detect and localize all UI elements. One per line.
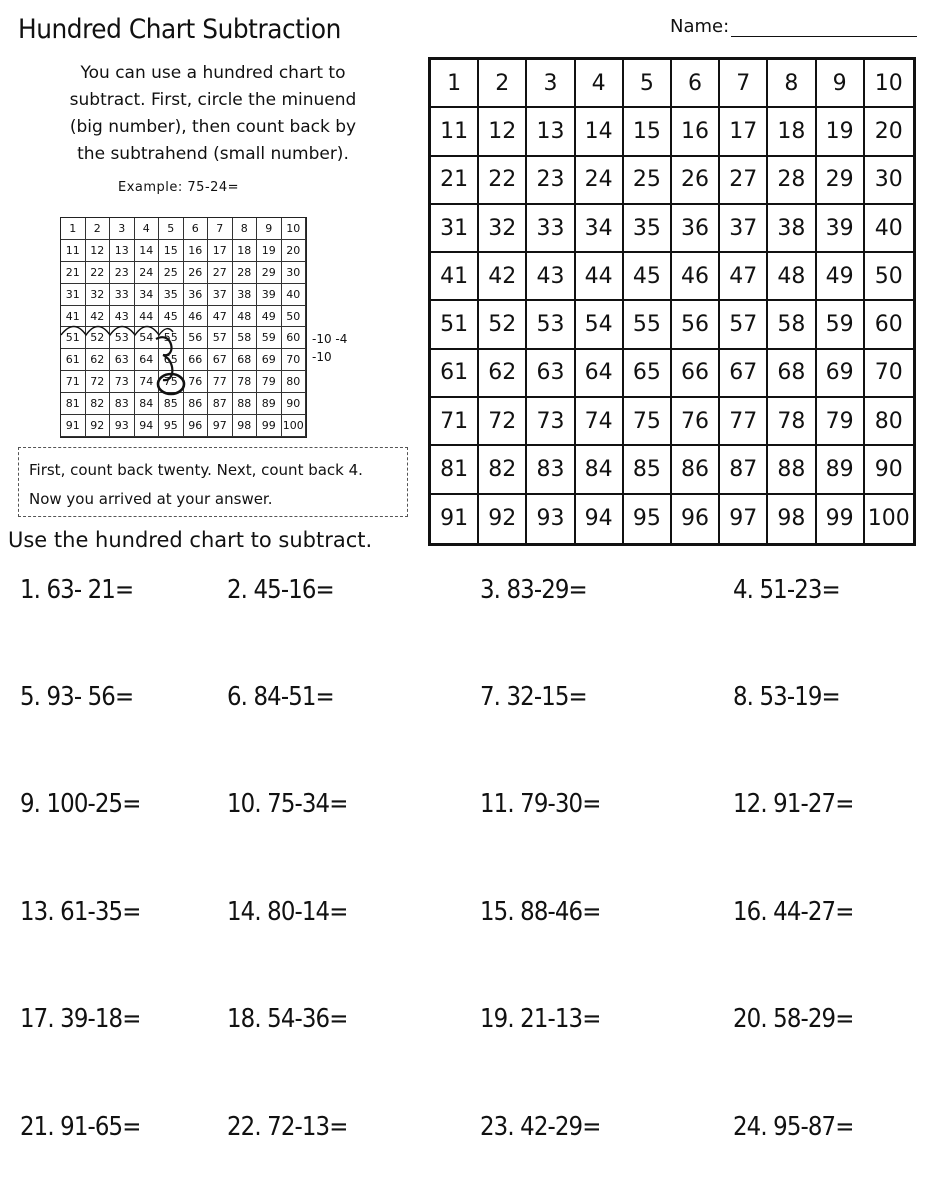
chart-cell-16: 16 (672, 108, 720, 156)
chart-cell-52: 52 (479, 301, 527, 349)
chart-cell-43: 43 (527, 253, 575, 301)
chart-cell-66: 66 (184, 349, 209, 371)
chart-cell-72: 72 (86, 371, 111, 393)
chart-cell-84: 84 (135, 393, 160, 415)
chart-cell-8: 8 (768, 60, 816, 108)
chart-cell-91: 91 (61, 415, 86, 437)
chart-cell-92: 92 (86, 415, 111, 437)
chart-cell-85: 85 (159, 393, 184, 415)
chart-cell-75: 75 (159, 371, 184, 393)
chart-cell-55: 55 (624, 301, 672, 349)
chart-cell-95: 95 (159, 415, 184, 437)
chart-cell-18: 18 (233, 240, 258, 262)
chart-cell-40: 40 (865, 205, 913, 253)
chart-cell-43: 43 (110, 306, 135, 328)
chart-cell-42: 42 (86, 306, 111, 328)
chart-cell-94: 94 (135, 415, 160, 437)
problem-4: 4. 51-23= (733, 575, 840, 605)
chart-cell-67: 67 (208, 349, 233, 371)
chart-cell-96: 96 (672, 495, 720, 543)
chart-cell-47: 47 (720, 253, 768, 301)
problem-list (0, 575, 927, 1185)
chart-cell-81: 81 (61, 393, 86, 415)
chart-cell-73: 73 (527, 398, 575, 446)
annotation-minus-ten: -10 (312, 350, 332, 364)
chart-cell-30: 30 (865, 157, 913, 205)
chart-cell-54: 54 (576, 301, 624, 349)
chart-cell-25: 25 (624, 157, 672, 205)
chart-cell-4: 4 (135, 218, 160, 240)
chart-cell-60: 60 (865, 301, 913, 349)
chart-cell-37: 37 (208, 284, 233, 306)
chart-cell-58: 58 (233, 327, 258, 349)
problem-13: 13. 61-35= (20, 897, 141, 927)
chart-cell-71: 71 (431, 398, 479, 446)
chart-cell-66: 66 (672, 350, 720, 398)
chart-cell-42: 42 (479, 253, 527, 301)
chart-cell-5: 5 (159, 218, 184, 240)
chart-cell-65: 65 (624, 350, 672, 398)
chart-cell-70: 70 (282, 349, 307, 371)
problem-3: 3. 83-29= (480, 575, 587, 605)
chart-cell-87: 87 (720, 446, 768, 494)
chart-cell-15: 15 (159, 240, 184, 262)
page-title: Hundred Chart Subtraction (18, 14, 341, 45)
name-line[interactable] (731, 16, 917, 37)
chart-cell-45: 45 (159, 306, 184, 328)
chart-cell-62: 62 (86, 349, 111, 371)
problem-5: 5. 93- 56= (20, 682, 134, 712)
chart-cell-63: 63 (527, 350, 575, 398)
chart-cell-93: 93 (110, 415, 135, 437)
chart-cell-10: 10 (865, 60, 913, 108)
chart-cell-99: 99 (257, 415, 282, 437)
chart-cell-63: 63 (110, 349, 135, 371)
chart-cell-74: 74 (576, 398, 624, 446)
chart-cell-14: 14 (576, 108, 624, 156)
chart-cell-40: 40 (282, 284, 307, 306)
problem-18: 18. 54-36= (227, 1004, 348, 1034)
chart-cell-9: 9 (817, 60, 865, 108)
chart-cell-88: 88 (768, 446, 816, 494)
chart-cell-83: 83 (527, 446, 575, 494)
chart-cell-65: 65 (159, 349, 184, 371)
chart-cell-70: 70 (865, 350, 913, 398)
chart-cell-72: 72 (479, 398, 527, 446)
chart-cell-61: 61 (431, 350, 479, 398)
chart-cell-69: 69 (257, 349, 282, 371)
chart-cell-34: 34 (135, 284, 160, 306)
example-label: Example: 75-24= (118, 180, 240, 195)
chart-cell-6: 6 (672, 60, 720, 108)
problem-7: 7. 32-15= (480, 682, 587, 712)
chart-cell-33: 33 (527, 205, 575, 253)
chart-cell-12: 12 (86, 240, 111, 262)
chart-cell-86: 86 (184, 393, 209, 415)
chart-cell-26: 26 (672, 157, 720, 205)
chart-cell-68: 68 (233, 349, 258, 371)
chart-cell-1: 1 (431, 60, 479, 108)
chart-cell-57: 57 (720, 301, 768, 349)
chart-cell-23: 23 (527, 157, 575, 205)
chart-cell-34: 34 (576, 205, 624, 253)
problem-22: 22. 72-13= (227, 1112, 348, 1142)
chart-cell-38: 38 (233, 284, 258, 306)
chart-cell-20: 20 (282, 240, 307, 262)
problem-11: 11. 79-30= (480, 789, 601, 819)
chart-cell-56: 56 (184, 327, 209, 349)
chart-cell-2: 2 (479, 60, 527, 108)
example-arrows-annotation (55, 310, 205, 400)
chart-cell-9: 9 (257, 218, 282, 240)
chart-cell-13: 13 (527, 108, 575, 156)
chart-cell-79: 79 (257, 371, 282, 393)
chart-cell-33: 33 (110, 284, 135, 306)
chart-cell-7: 7 (720, 60, 768, 108)
chart-cell-27: 27 (720, 157, 768, 205)
chart-cell-41: 41 (61, 306, 86, 328)
chart-cell-52: 52 (86, 327, 111, 349)
chart-cell-49: 49 (257, 306, 282, 328)
chart-cell-24: 24 (576, 157, 624, 205)
chart-cell-35: 35 (159, 284, 184, 306)
chart-cell-55: 55 (159, 327, 184, 349)
problem-10: 10. 75-34= (227, 789, 348, 819)
chart-cell-31: 31 (431, 205, 479, 253)
chart-cell-77: 77 (720, 398, 768, 446)
chart-cell-51: 51 (431, 301, 479, 349)
chart-cell-32: 32 (86, 284, 111, 306)
chart-cell-21: 21 (61, 262, 86, 284)
chart-cell-22: 22 (479, 157, 527, 205)
chart-cell-8: 8 (233, 218, 258, 240)
chart-cell-14: 14 (135, 240, 160, 262)
name-label: Name: (670, 16, 730, 37)
intro-line: You can use a hundred chart to (80, 63, 346, 83)
chart-cell-76: 76 (184, 371, 209, 393)
chart-cell-59: 59 (257, 327, 282, 349)
chart-cell-6: 6 (184, 218, 209, 240)
chart-cell-54: 54 (135, 327, 160, 349)
chart-cell-36: 36 (184, 284, 209, 306)
chart-cell-25: 25 (159, 262, 184, 284)
chart-cell-5: 5 (624, 60, 672, 108)
chart-cell-84: 84 (576, 446, 624, 494)
chart-cell-71: 71 (61, 371, 86, 393)
intro-line: (big number), then count back by (69, 117, 357, 137)
chart-cell-56: 56 (672, 301, 720, 349)
chart-cell-82: 82 (479, 446, 527, 494)
chart-cell-96: 96 (184, 415, 209, 437)
chart-cell-11: 11 (61, 240, 86, 262)
chart-cell-57: 57 (208, 327, 233, 349)
problem-1: 1. 63- 21= (20, 575, 134, 605)
chart-cell-58: 58 (768, 301, 816, 349)
chart-cell-32: 32 (479, 205, 527, 253)
chart-cell-80: 80 (865, 398, 913, 446)
chart-cell-80: 80 (282, 371, 307, 393)
chart-cell-44: 44 (135, 306, 160, 328)
chart-cell-35: 35 (624, 205, 672, 253)
chart-cell-87: 87 (208, 393, 233, 415)
chart-cell-88: 88 (233, 393, 258, 415)
chart-cell-53: 53 (110, 327, 135, 349)
problem-2: 2. 45-16= (227, 575, 334, 605)
problem-12: 12. 91-27= (733, 789, 854, 819)
chart-cell-81: 81 (431, 446, 479, 494)
chart-cell-95: 95 (624, 495, 672, 543)
chart-cell-38: 38 (768, 205, 816, 253)
chart-cell-90: 90 (865, 446, 913, 494)
instruction-text: Use the hundred chart to subtract. (8, 528, 373, 552)
chart-cell-83: 83 (110, 393, 135, 415)
chart-cell-39: 39 (257, 284, 282, 306)
chart-cell-64: 64 (576, 350, 624, 398)
chart-cell-30: 30 (282, 262, 307, 284)
chart-cell-75: 75 (624, 398, 672, 446)
chart-cell-60: 60 (282, 327, 307, 349)
chart-cell-99: 99 (817, 495, 865, 543)
chart-cell-11: 11 (431, 108, 479, 156)
chart-cell-3: 3 (527, 60, 575, 108)
problem-14: 14. 80-14= (227, 897, 348, 927)
chart-cell-76: 76 (672, 398, 720, 446)
chart-cell-46: 46 (184, 306, 209, 328)
chart-cell-92: 92 (479, 495, 527, 543)
chart-cell-31: 31 (61, 284, 86, 306)
chart-cell-93: 93 (527, 495, 575, 543)
chart-cell-13: 13 (110, 240, 135, 262)
chart-cell-27: 27 (208, 262, 233, 284)
chart-cell-2: 2 (86, 218, 111, 240)
chart-cell-12: 12 (479, 108, 527, 156)
chart-cell-24: 24 (135, 262, 160, 284)
chart-cell-22: 22 (86, 262, 111, 284)
hundred-chart (428, 57, 916, 546)
chart-cell-91: 91 (431, 495, 479, 543)
chart-cell-89: 89 (257, 393, 282, 415)
chart-cell-89: 89 (817, 446, 865, 494)
chart-cell-98: 98 (233, 415, 258, 437)
chart-cell-48: 48 (233, 306, 258, 328)
chart-cell-21: 21 (431, 157, 479, 205)
chart-cell-79: 79 (817, 398, 865, 446)
name-field[interactable] (670, 16, 917, 37)
problem-15: 15. 88-46= (480, 897, 601, 927)
chart-cell-69: 69 (817, 350, 865, 398)
annotation-minus-ten-four: -10 -4 (312, 332, 348, 346)
chart-cell-51: 51 (61, 327, 86, 349)
chart-cell-19: 19 (257, 240, 282, 262)
chart-cell-3: 3 (110, 218, 135, 240)
intro-line: the subtrahend (small number). (77, 144, 349, 164)
chart-cell-45: 45 (624, 253, 672, 301)
problem-9: 9. 100-25= (20, 789, 141, 819)
chart-cell-77: 77 (208, 371, 233, 393)
chart-cell-44: 44 (576, 253, 624, 301)
chart-cell-78: 78 (233, 371, 258, 393)
chart-cell-98: 98 (768, 495, 816, 543)
chart-cell-67: 67 (720, 350, 768, 398)
chart-cell-37: 37 (720, 205, 768, 253)
chart-cell-64: 64 (135, 349, 160, 371)
chart-cell-73: 73 (110, 371, 135, 393)
chart-cell-50: 50 (282, 306, 307, 328)
chart-cell-82: 82 (86, 393, 111, 415)
chart-cell-61: 61 (61, 349, 86, 371)
chart-cell-100: 100 (867, 506, 910, 532)
chart-cell-50: 50 (865, 253, 913, 301)
chart-cell-1: 1 (61, 218, 86, 240)
chart-cell-90: 90 (282, 393, 307, 415)
chart-cell-19: 19 (817, 108, 865, 156)
chart-cell-20: 20 (865, 108, 913, 156)
chart-cell-53: 53 (527, 301, 575, 349)
chart-cell-49: 49 (817, 253, 865, 301)
chart-cell-68: 68 (768, 350, 816, 398)
chart-cell-29: 29 (257, 262, 282, 284)
chart-cell-59: 59 (817, 301, 865, 349)
chart-cell-18: 18 (768, 108, 816, 156)
problem-17: 17. 39-18= (20, 1004, 141, 1034)
chart-cell-86: 86 (672, 446, 720, 494)
intro-text (28, 60, 398, 168)
chart-cell-46: 46 (672, 253, 720, 301)
chart-cell-74: 74 (135, 371, 160, 393)
problem-20: 20. 58-29= (733, 1004, 854, 1034)
chart-cell-29: 29 (817, 157, 865, 205)
chart-cell-17: 17 (208, 240, 233, 262)
problem-19: 19. 21-13= (480, 1004, 601, 1034)
chart-cell-10: 10 (282, 218, 307, 240)
chart-cell-39: 39 (817, 205, 865, 253)
intro-line: subtract. First, circle the minuend (69, 90, 357, 110)
chart-cell-97: 97 (208, 415, 233, 437)
chart-cell-62: 62 (479, 350, 527, 398)
chart-cell-41: 41 (431, 253, 479, 301)
example-explanation-box: First, count back twenty. Next, count back 4. Now you arrived at your answer. (18, 447, 408, 517)
chart-cell-78: 78 (768, 398, 816, 446)
chart-cell-17: 17 (720, 108, 768, 156)
chart-cell-36: 36 (672, 205, 720, 253)
problem-8: 8. 53-19= (733, 682, 840, 712)
chart-cell-100: 100 (282, 415, 307, 437)
chart-cell-47: 47 (208, 306, 233, 328)
problem-24: 24. 95-87= (733, 1112, 854, 1142)
chart-cell-28: 28 (233, 262, 258, 284)
problem-23: 23. 42-29= (480, 1112, 601, 1142)
chart-cell-94: 94 (576, 495, 624, 543)
chart-cell-85: 85 (624, 446, 672, 494)
chart-cell-4: 4 (576, 60, 624, 108)
chart-cell-97: 97 (720, 495, 768, 543)
chart-cell-7: 7 (208, 218, 233, 240)
problem-6: 6. 84-51= (227, 682, 334, 712)
chart-cell-48: 48 (768, 253, 816, 301)
chart-cell-28: 28 (768, 157, 816, 205)
chart-cell-26: 26 (184, 262, 209, 284)
problem-21: 21. 91-65= (20, 1112, 141, 1142)
chart-cell-15: 15 (624, 108, 672, 156)
chart-cell-16: 16 (184, 240, 209, 262)
problem-16: 16. 44-27= (733, 897, 854, 927)
chart-cell-23: 23 (110, 262, 135, 284)
